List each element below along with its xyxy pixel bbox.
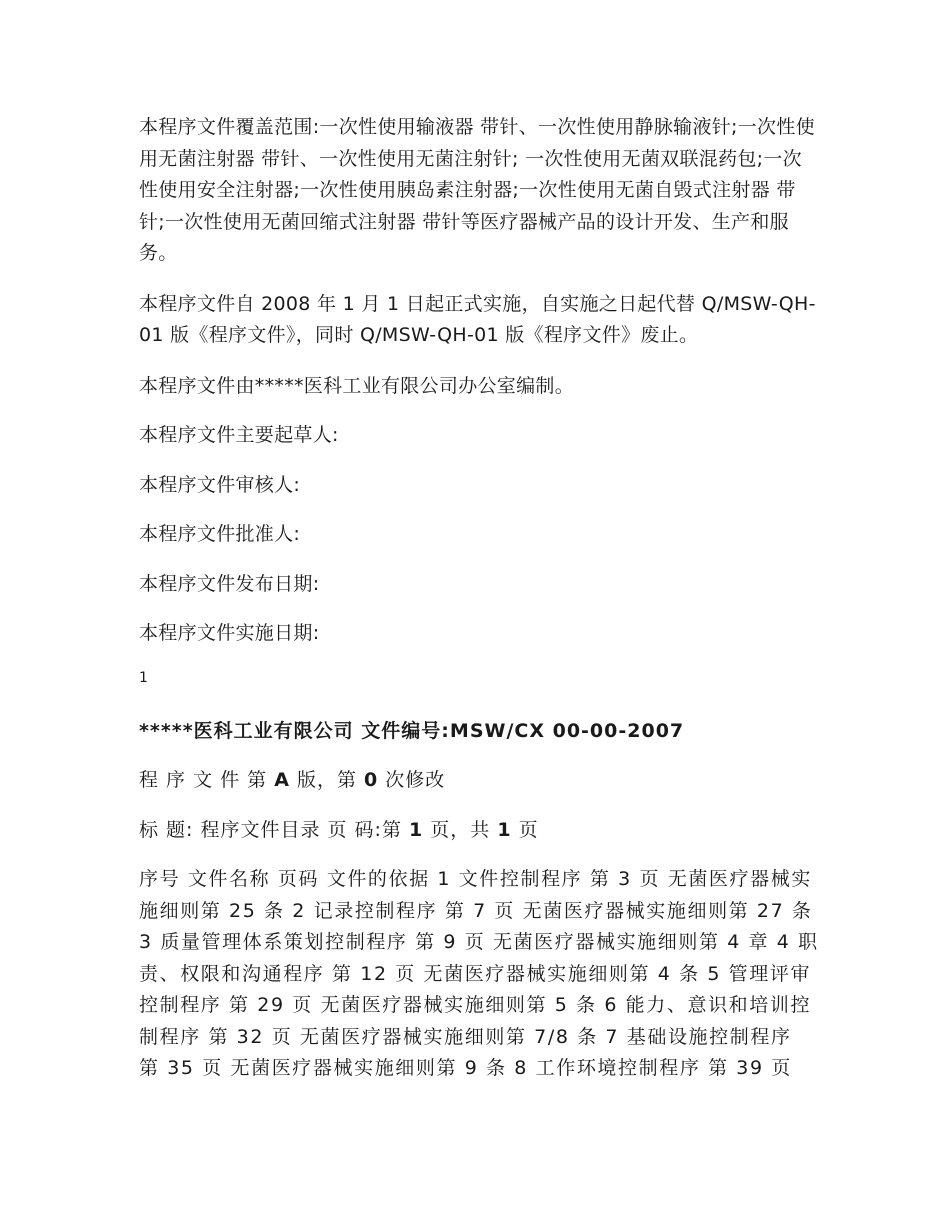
document-page xyxy=(139,112,819,1104)
compiled-by-line: 本程序文件由*****医科工业有限公司办公室编制。 xyxy=(139,374,575,397)
page-suffix: 页 xyxy=(511,818,539,841)
drafter-line: 本程序文件主要起草人: xyxy=(139,424,339,446)
revision-value: 0 xyxy=(364,769,379,791)
page-number: 1 xyxy=(139,669,148,686)
page-total: 1 xyxy=(497,818,512,841)
doc-type: 程 序 文 件 第 xyxy=(139,769,275,791)
page-current: 1 xyxy=(409,818,424,841)
edition-value: A xyxy=(274,769,290,791)
page-mid: 页，共 xyxy=(423,818,498,841)
toc-paragraph: 序号 文件名称 页码 文件的依据 1 文件控制程序 第 3 页 无菌医疗器械实施细则第 25 条 2 记录控制程序 第 7 页 无菌医疗器械实施细则第 27 条 3 质量管理体系策划控制程序 第 9 页 无菌医疗器械实施细则第 4 章 4 职责、权限和沟通程序 第 12 页 无菌医疗器械实施细则第 4 条 5 管理评审控制程序 第 29 页 无菌医疗器械实施细则第 5 条 6 能力、意识和培训控制程序 第 32 页 无菌医疗器械实施细则第 7/8 条 7 基础设施控制程序 第 35 页 无菌医疗器械实施细则第 9 条 8 工作环境控制程序 第 39 页 xyxy=(139,868,819,1079)
reviewer-line: 本程序文件审核人: xyxy=(139,473,301,496)
doc-number: MSW/CX 00-00-2007 xyxy=(449,719,685,742)
approver-line: 本程序文件批准人: xyxy=(139,523,301,545)
company-name: *****医科工业有限公司 文件编号: xyxy=(139,719,450,742)
title-prefix: 标 题: 程序文件目录 页 码:第 xyxy=(139,818,410,841)
edition-mid: 版，第 xyxy=(289,769,365,791)
effective-paragraph: 本程序文件自 2008 年 1 月 1 日起正式实施，自实施之日起代替 Q/MSW-QH-01 版《程序文件》，同时 Q/MSW-QH-01 版《程序文件》废止。 xyxy=(139,292,816,346)
title-line xyxy=(139,815,819,847)
release-date-line: 本程序文件发布日期: xyxy=(139,572,320,595)
company-header xyxy=(139,716,819,748)
scope-paragraph: 本程序文件覆盖范围:一次性使用输液器 带针、一次性使用静脉输液针;一次性使用无菌注射器 带针、一次性使用无菌注射针; 一次性使用无菌双联混药包;一次性使用安全注射器;一次性使用胰岛素注射器;一次性使用无菌自毁式注射器 带针;一次性使用无菌回缩式注射器 带针等医疗器械产品的设计开发、生产和服务。 xyxy=(139,116,815,264)
edition-line xyxy=(139,765,819,797)
implement-date-line: 本程序文件实施日期: xyxy=(139,622,320,644)
revision-suffix: 次修改 xyxy=(378,769,446,791)
